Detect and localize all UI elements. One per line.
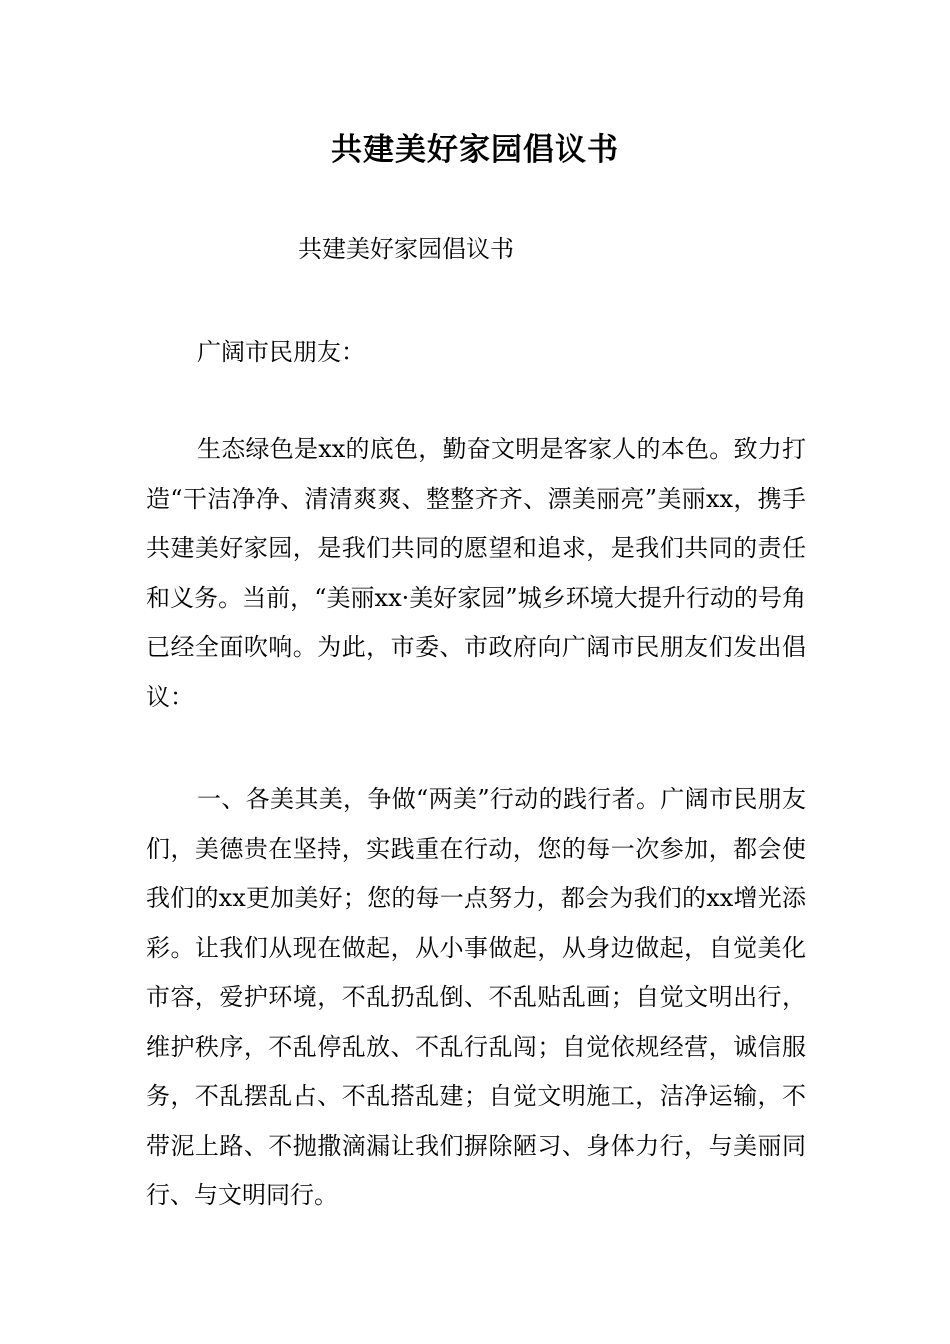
paragraph-intro: 生态绿色是xx的底色，勤奋文明是客家人的本色。致力打造“干洁净净、清清爽爽、整整齐齐、漂美丽亮”美丽xx，携手共建美好家园，是我们共同的愿望和追求，是我们共同的责任和义务。当前，“美丽xx·美好家园”城乡环境大提升行动的号角已经全面吹响。为此，市委、市政府向广阔市民朋友们发出倡议：: [146, 435, 806, 711]
document-subtitle: 共建美好家园倡议书: [298, 235, 514, 263]
salutation: 广阔市民朋友：: [197, 338, 365, 366]
paragraph-point-one: 一、各美其美，争做“两美”行动的践行者。广阔市民朋友们，美德贵在坚持，实践重在行动，您的每一次参加，都会使我们的xx更加美好；您的每一点努力，都会为我们的xx增光添彩。让我们从现在做起，从小事做起，从身边做起，自觉美化市容，爱护环境，不乱扔乱倒、不乱贴乱画；自觉文明出行，维护秩序，不乱停乱放、不乱行乱闯；自觉依规经营，诚信服务，不乱摆乱占、不乱搭乱建；自觉文明施工，洁净运输，不带泥上路、不抛撒滴漏让我们摒除陋习、身体力行，与美丽同行、与文明同行。: [146, 785, 806, 1209]
document-title: 共建美好家园倡议书: [331, 132, 619, 168]
